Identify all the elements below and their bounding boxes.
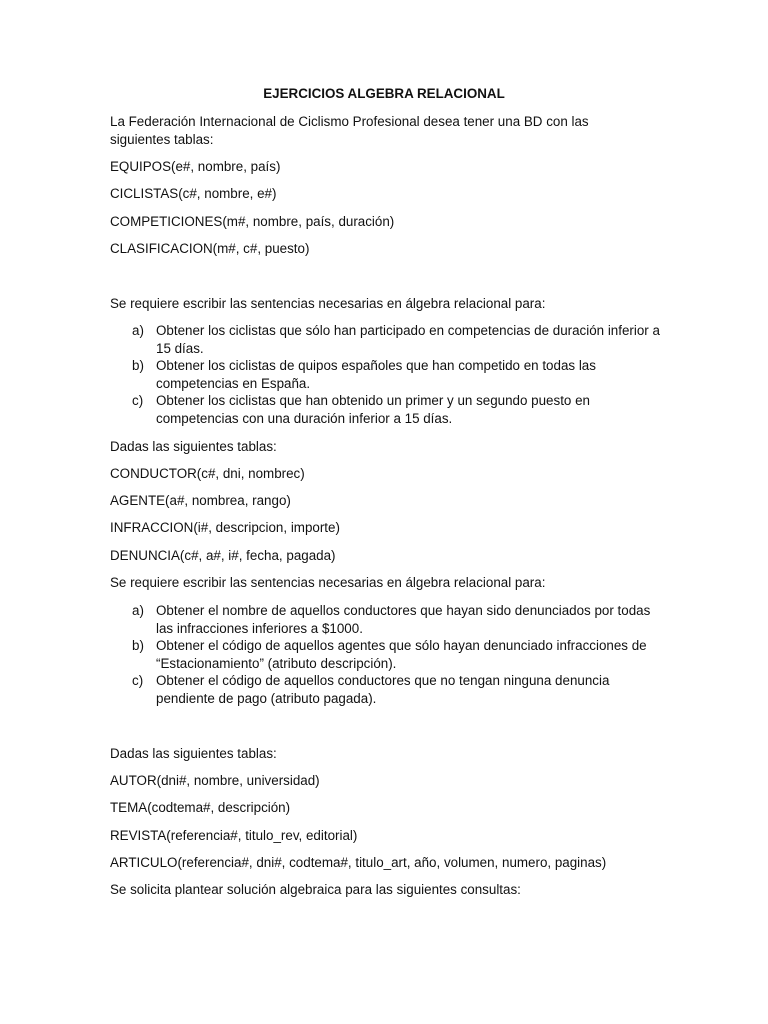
section1-list	[110, 322, 670, 427]
list-marker: a)	[132, 323, 144, 338]
table-autor: AUTOR(dni#, nombre, universidad)	[110, 773, 320, 788]
section3-intro: Dadas las siguientes tablas:	[110, 746, 277, 761]
section1-intro: La Federación Internacional de Ciclismo Profesional desea tener una BD con las siguientes tablas:	[110, 114, 589, 147]
section2-list	[110, 602, 670, 707]
list-item	[110, 392, 670, 427]
section1-requirement: Se requiere escribir las sentencias necesarias en álgebra relacional para:	[110, 296, 546, 311]
table-clasificacion: CLASIFICACION(m#, c#, puesto)	[110, 241, 310, 256]
list-item	[110, 357, 670, 392]
list-item	[110, 672, 670, 707]
table-articulo: ARTICULO(referencia#, dni#, codtema#, titulo_art, año, volumen, numero, paginas)	[110, 855, 607, 870]
table-agente: AGENTE(a#, nombrea, rango)	[110, 493, 291, 508]
list-item-text: Obtener el nombre de aquellos conductores que hayan sido denunciados por todas las infracciones inferiores a $1000.	[156, 603, 651, 636]
table-tema: TEMA(codtema#, descripción)	[110, 800, 291, 815]
list-marker: b)	[132, 358, 144, 373]
document-title: EJERCICIOS ALGEBRA RELACIONAL	[263, 86, 505, 101]
table-denuncia: DENUNCIA(c#, a#, i#, fecha, pagada)	[110, 548, 336, 563]
table-revista: REVISTA(referencia#, titulo_rev, editorial)	[110, 828, 358, 843]
list-item-text: Obtener el código de aquellos agentes que sólo hayan denunciado infracciones de “Estacionamiento” (atributo descripción).	[156, 638, 647, 671]
list-item-text: Obtener el código de aquellos conductores que no tengan ninguna denuncia pendiente de pago (atributo pagada).	[156, 673, 610, 706]
section3-requirement: Se solicita plantear solución algebraica para las siguientes consultas:	[110, 882, 521, 897]
list-item	[110, 602, 670, 637]
table-ciclistas: CICLISTAS(c#, nombre, e#)	[110, 186, 277, 201]
list-item-text: Obtener los ciclistas de quipos españoles que han competido en todas las competencias en España.	[156, 358, 596, 391]
list-item-text: Obtener los ciclistas que han obtenido un primer y un segundo puesto en competencias con una duración inferior a 15 días.	[156, 393, 590, 426]
list-marker: b)	[132, 638, 144, 653]
list-item	[110, 322, 670, 357]
list-item-text: Obtener los ciclistas que sólo han participado en competencias de duración inferior a 15 días.	[156, 323, 660, 356]
section2-intro: Dadas las siguientes tablas:	[110, 439, 277, 454]
table-conductor: CONDUCTOR(c#, dni, nombrec)	[110, 466, 305, 481]
table-equipos: EQUIPOS(e#, nombre, país)	[110, 159, 281, 174]
section2-requirement: Se requiere escribir las sentencias necesarias en álgebra relacional para:	[110, 575, 546, 590]
list-marker: a)	[132, 603, 144, 618]
list-item	[110, 637, 670, 672]
list-marker: c)	[132, 393, 144, 408]
table-competiciones: COMPETICIONES(m#, nombre, país, duración)	[110, 214, 395, 229]
table-infraccion: INFRACCION(i#, descripcion, importe)	[110, 520, 340, 535]
list-marker: c)	[132, 673, 144, 688]
